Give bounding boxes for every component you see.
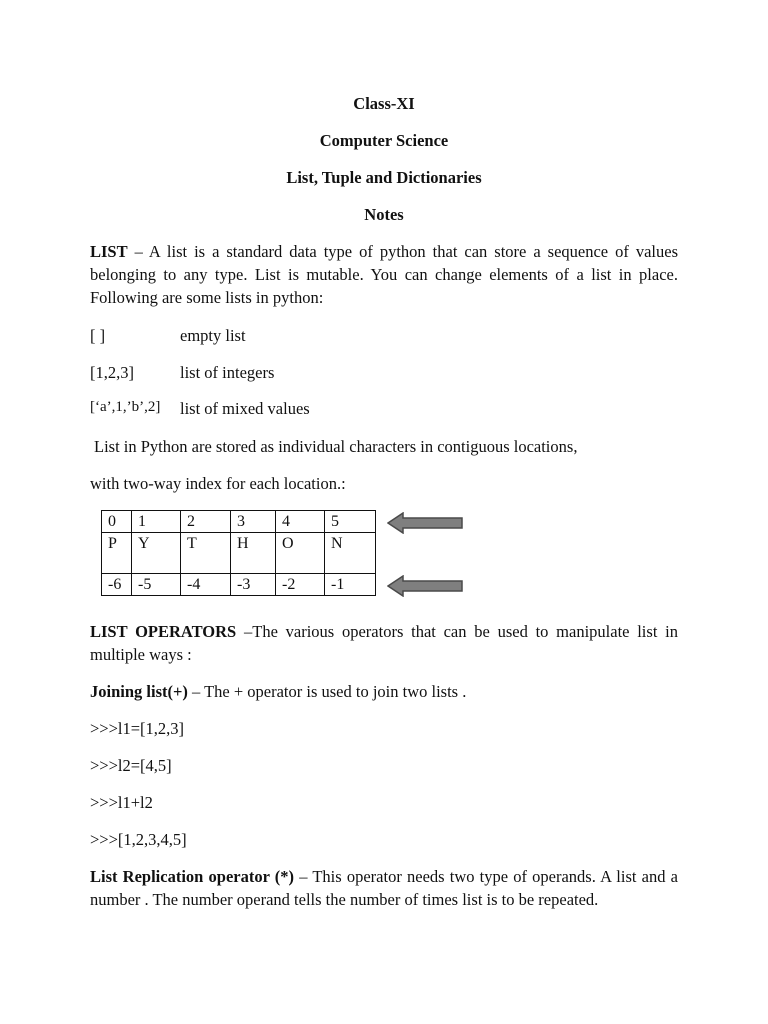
- index-table: [101, 510, 376, 596]
- forward-index-row: [102, 511, 376, 533]
- list-intro-paragraph: [90, 240, 678, 309]
- char-cell: Y: [132, 533, 181, 574]
- index-cell: 1: [132, 511, 181, 533]
- backward-index-row: [102, 574, 376, 596]
- list-intro-text: – A list is a standard data type of python that can store a sequence of values belonging to any type. List is mutable. You can change elements of a list in place. Following are some lists in python:: [90, 242, 678, 307]
- index-cell: 4: [276, 511, 325, 533]
- index-cell: -3: [231, 574, 276, 596]
- example-code-0: [ ]: [90, 326, 106, 345]
- replication-paragraph: [90, 865, 678, 911]
- joining-term: Joining list(+): [90, 682, 188, 701]
- left-arrow-icon: [387, 575, 465, 597]
- index-cell: 2: [181, 511, 231, 533]
- code-line: >>>l2=[4,5]: [90, 756, 172, 775]
- joining-text: – The + operator is used to join two lists .: [187, 682, 467, 701]
- left-arrow-icon: [387, 512, 465, 534]
- index-cell: -1: [325, 574, 376, 596]
- replication-text: – This operator needs two type of operands. A list and a number . The number operand tells the number of times list is to be repeated.: [90, 867, 678, 909]
- subject-heading: Computer Science: [319, 131, 449, 150]
- index-cell: 3: [231, 511, 276, 533]
- code-line: >>>[1,2,3,4,5]: [90, 830, 187, 849]
- example-desc-1: list of integers: [180, 363, 275, 382]
- list-operators-text: –The various operators that can be used to manipulate list in multiple ways :: [90, 622, 678, 664]
- index-cell: 5: [325, 511, 376, 533]
- char-cell: T: [181, 533, 231, 574]
- index-cell: -4: [181, 574, 231, 596]
- index-cell: 0: [102, 511, 132, 533]
- code-line: >>>l1=[1,2,3]: [90, 719, 185, 738]
- char-cell: H: [231, 533, 276, 574]
- replication-term: List Replication operator (*): [90, 867, 295, 886]
- example-desc-2: list of mixed values: [180, 399, 310, 418]
- list-operators-paragraph: [90, 620, 678, 666]
- storage-line-1: List in Python are stored as individual characters in contiguous locations,: [94, 437, 578, 456]
- char-cell: O: [276, 533, 325, 574]
- notes-heading: Notes: [364, 205, 404, 224]
- list-operators-term: LIST OPERATORS: [90, 622, 237, 641]
- list-term: LIST: [90, 242, 128, 261]
- example-desc-0: empty list: [180, 326, 246, 345]
- example-code-2: [‘a’,1,’b’,2]: [90, 399, 161, 415]
- char-cell: P: [102, 533, 132, 574]
- char-cell: N: [325, 533, 376, 574]
- example-code-1: [1,2,3]: [90, 363, 134, 382]
- index-cell: -2: [276, 574, 325, 596]
- index-cell: -6: [102, 574, 132, 596]
- storage-line-2: with two-way index for each location.:: [90, 474, 346, 493]
- char-row: [102, 533, 376, 574]
- topic-heading: List, Tuple and Dictionaries: [286, 168, 482, 187]
- code-line: >>>l1+l2: [90, 793, 153, 812]
- joining-paragraph: [90, 682, 466, 702]
- class-heading: Class-XI: [353, 94, 415, 113]
- index-cell: -5: [132, 574, 181, 596]
